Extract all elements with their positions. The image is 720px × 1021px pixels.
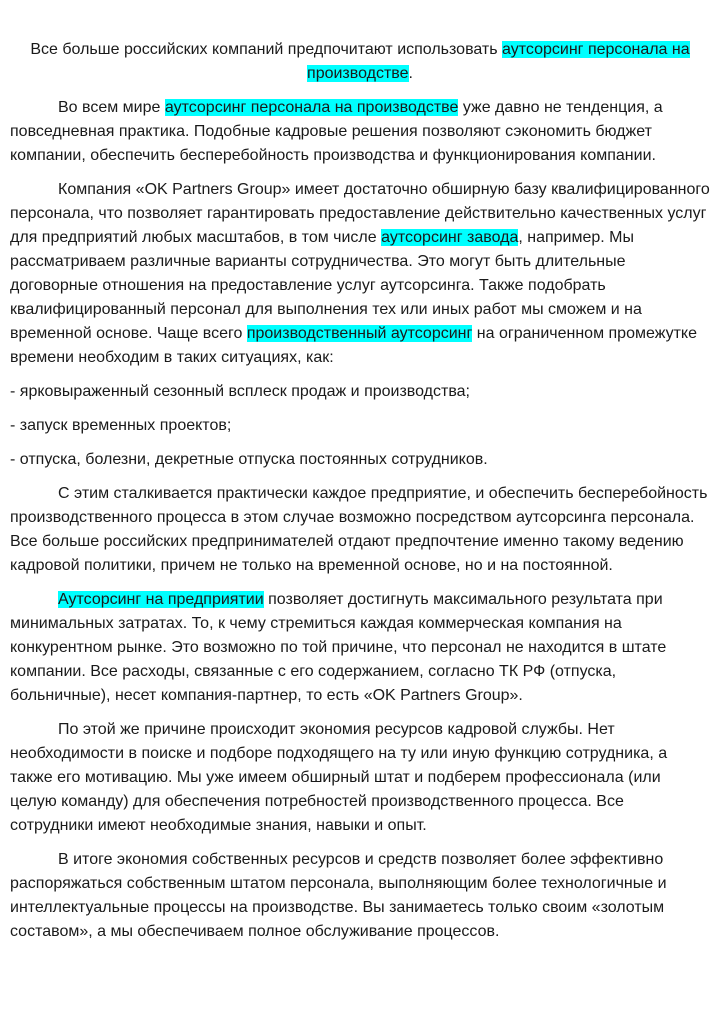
paragraph-1 [10, 96, 710, 168]
paragraph-2 [10, 178, 710, 370]
paragraph-7 [10, 588, 710, 708]
highlight-span: производственный аутсорсинг [246, 325, 473, 342]
text-span: В итоге экономия собственных ресурсов и средств позволяет более эффективно распоряжаться собственным штатом персонала, выполняющим более технологичные и интеллектуальные процессы на производстве. Вы занимаетесь только своим «золотым составом», а мы обеспечиваем полное обслуживание процессов. [10, 851, 667, 940]
paragraph-0 [10, 38, 710, 86]
highlight-span: аутсорсинг персонала на производстве [307, 41, 690, 82]
text-span: . [408, 65, 413, 82]
highlight-span: аутсорсинг персонала на производстве [164, 99, 459, 116]
text-span: уже давно не тенденция, а повседневная практика. Подобные кадровые решения позволяют сэкономить бюджет компании, обеспечить бесперебойность производства и функционирования компании. [10, 99, 663, 164]
list-item [10, 380, 710, 404]
text-span: С этим сталкивается практически каждое предприятие, и обеспечить бесперебойность производственного процесса в этом случае возможно посредством аутсорсинга персонала. Все больше российских предпринимателей отдают предпочтение именно такому ведению кадровой политики, причем не только на временной основе, но и на постоянной. [10, 485, 708, 574]
paragraph-9 [10, 848, 710, 944]
highlight-span: аутсорсинг завода [381, 229, 519, 246]
text-span: Компания «OK Partners Group» имеет достаточно обширную базу квалифицированного персонала, что позволяет гарантировать предоставление действительно качественных услуг для предприятий любых масштабов, в том числе [10, 181, 710, 246]
text-span: - запуск временных проектов; [10, 417, 232, 434]
text-span: По этой же причине происходит экономия ресурсов кадровой службы. Нет необходимости в поиске и подборе подходящего на ту или иную функцию сотрудника, а также его мотивацию. Мы уже имеем обширный штат и подберем профессионала (или целую команду) для обеспечения потребностей производственного процесса. Все сотрудники имеют необходимые знания, навыки и опыт. [10, 721, 668, 834]
text-span: , например. Мы рассматриваем различные варианты сотрудничества. Это могут быть длительные договорные отношения на предоставление услуг аутсорсинга. Также подобрать квалифицированный персонал для выполнения тех или иных работ мы сможем и на временной основе. Чаще всего [10, 229, 642, 342]
highlight-span: Аутсорсинг на предприятии [58, 591, 264, 608]
text-span: Все больше российских компаний предпочитают использовать [30, 41, 503, 58]
list-item [10, 414, 710, 438]
text-span: - отпуска, болезни, декретные отпуска постоянных сотрудников. [10, 451, 488, 468]
paragraph-8 [10, 718, 710, 838]
list-item [10, 448, 710, 472]
paragraph-6 [10, 482, 710, 578]
text-span: на ограниченном промежутке времени необходим в таких ситуациях, как: [10, 325, 697, 366]
text-span: Во всем мире [58, 99, 165, 116]
text-span: - ярковыраженный сезонный всплеск продаж и производства; [10, 383, 470, 400]
text-span: позволяет достигнуть максимального результата при минимальных затратах. То, к чему стремиться каждая коммерческая компания на конкурентном рынке. Это возможно по той причине, что персонал не находится в штате компании. Все расходы, связанные с его содержанием, согласно ТК РФ (отпуска, больничные), несет компания-партнер, то есть «OK Partners Group». [10, 591, 667, 704]
